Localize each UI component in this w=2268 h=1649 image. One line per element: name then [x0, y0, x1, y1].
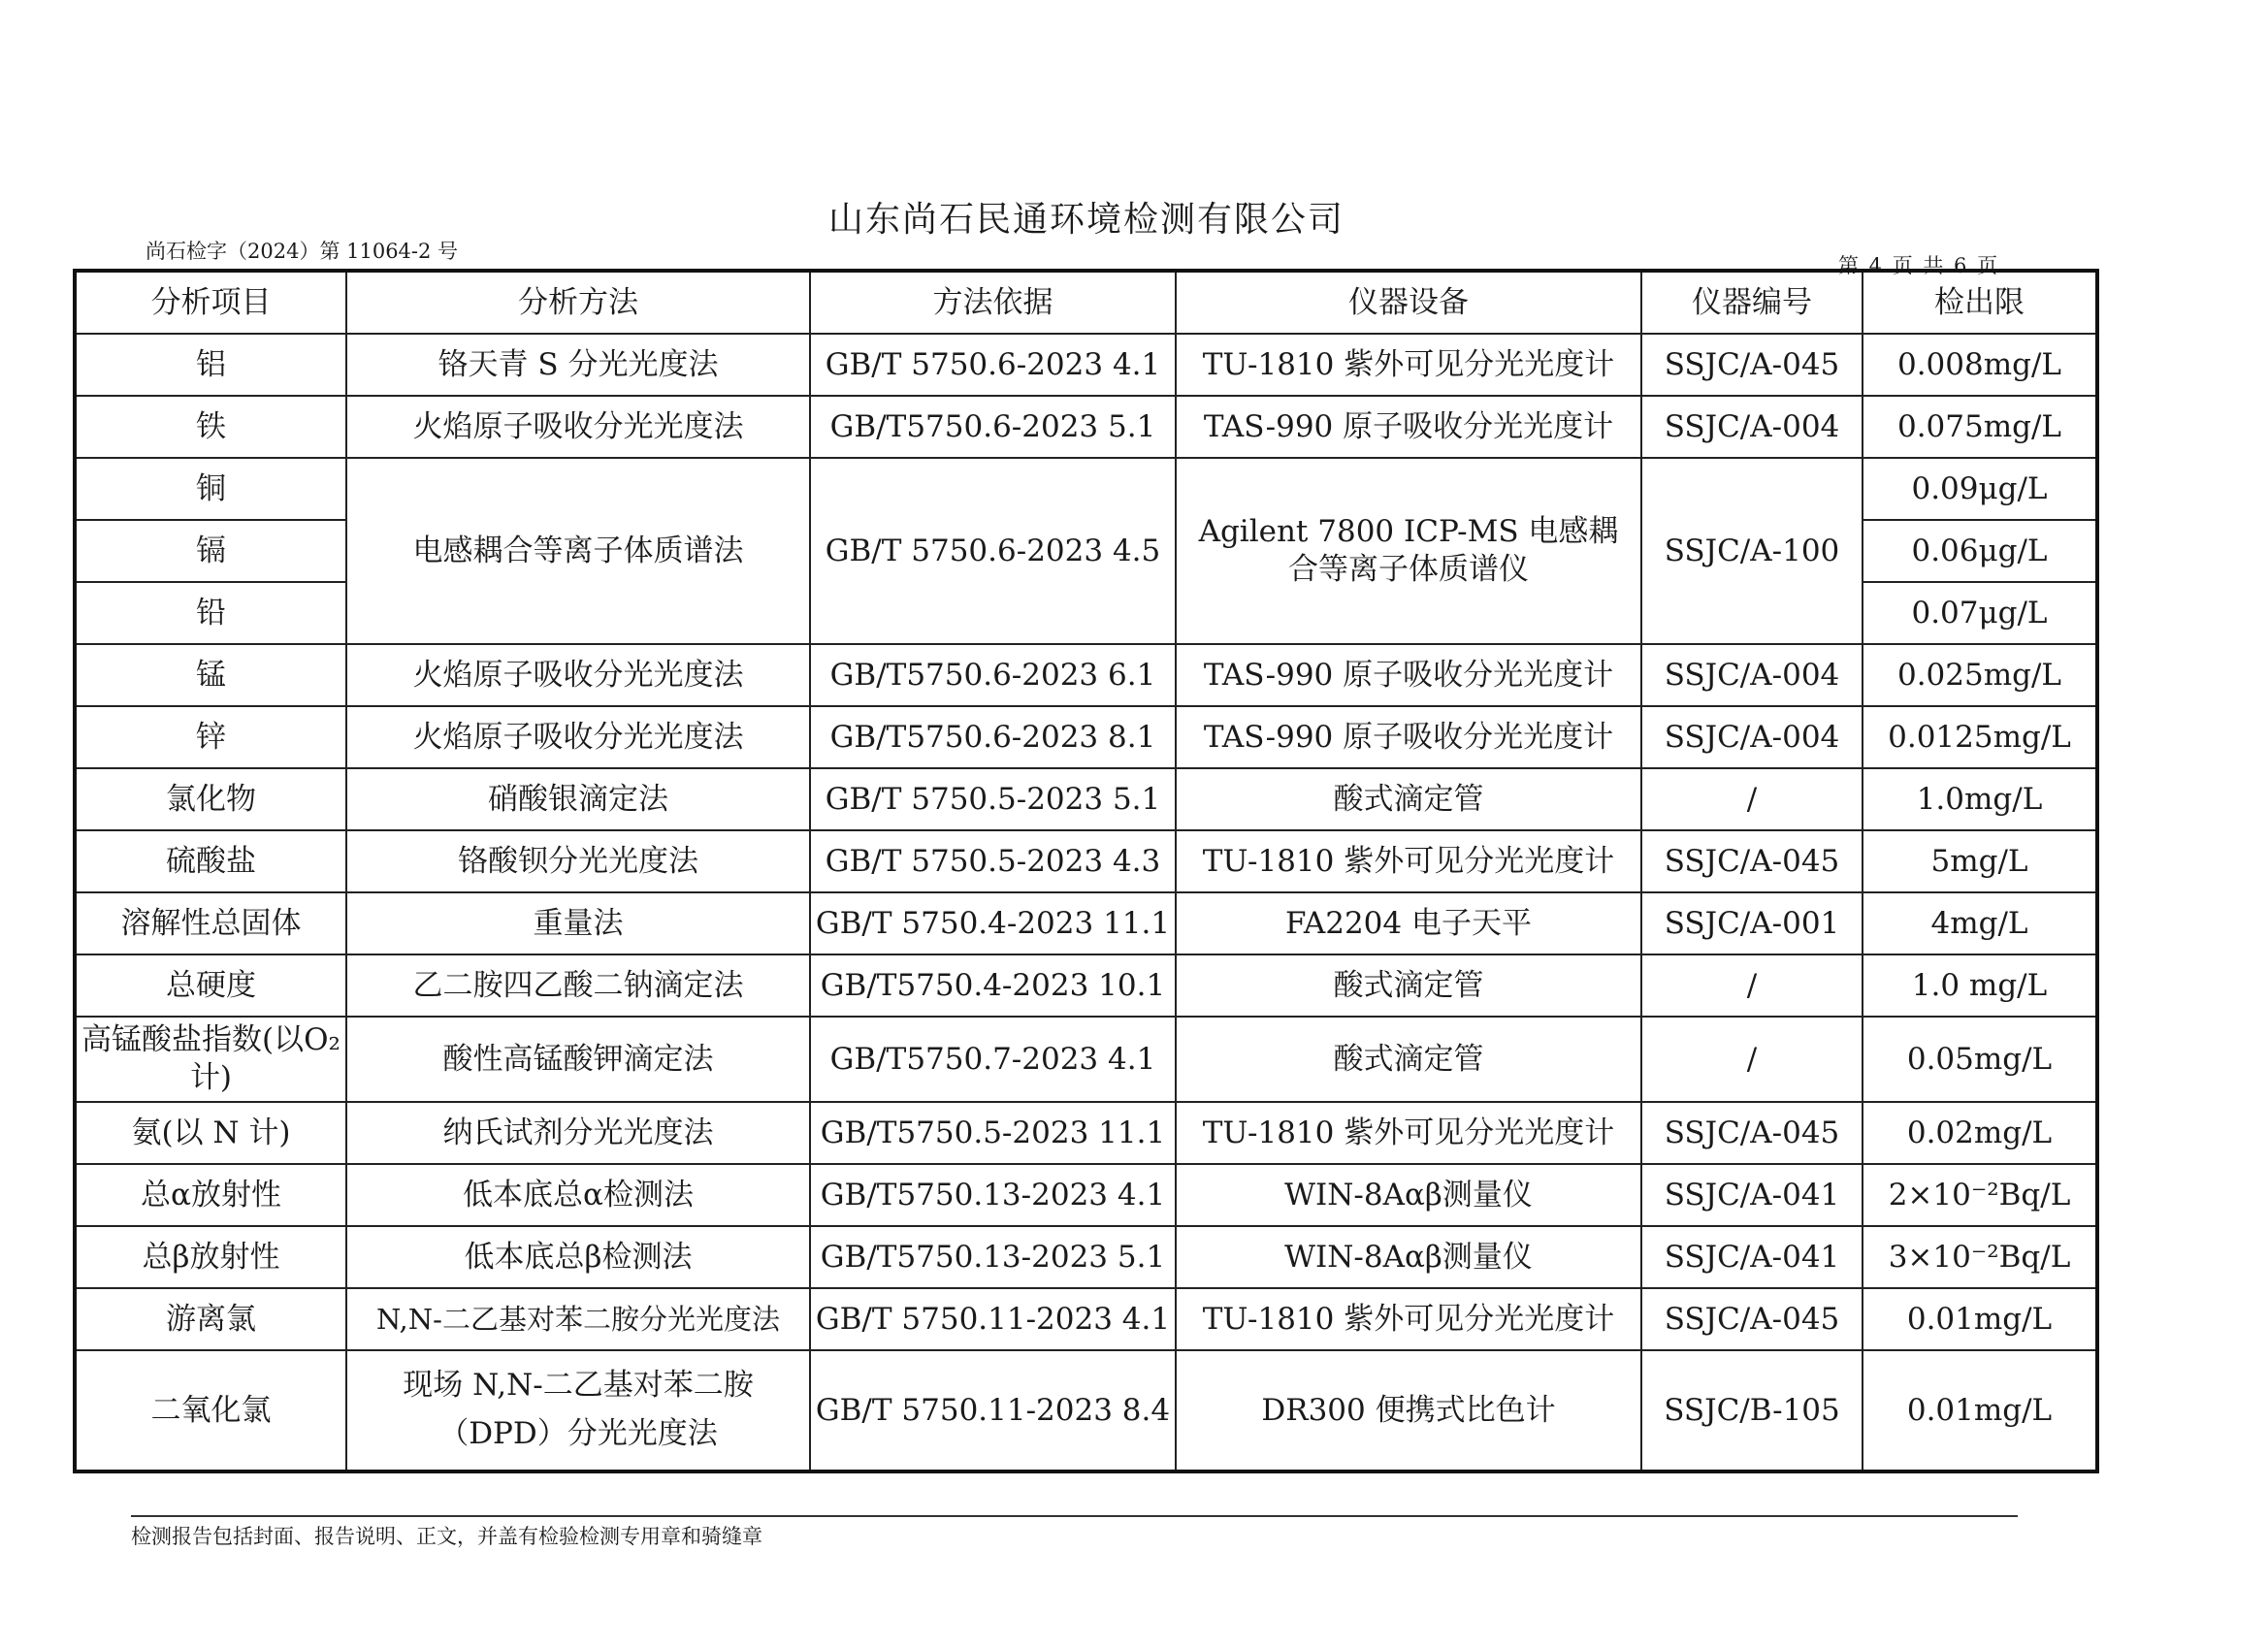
cell-item: 铝 — [75, 334, 346, 396]
header-cell-instrument-code: 仪器编号 — [1641, 271, 1863, 334]
cell-detection-limit: 0.02mg/L — [1863, 1102, 2097, 1164]
report-number: 尚石检字（2024）第 11064-2 号 — [146, 240, 459, 263]
cell-detection-limit: 3×10⁻²Bq/L — [1863, 1226, 2097, 1288]
cell-instrument-code: SSJC/A-004 — [1641, 644, 1863, 706]
cell-item: 铁 — [75, 396, 346, 458]
cell-instrument: TAS-990 原子吸收分光光度计 — [1176, 706, 1641, 768]
cell-instrument-code: SSJC/A-041 — [1641, 1164, 1863, 1226]
cell-method: N,N-二乙基对苯二胺分光光度法 — [346, 1288, 810, 1350]
table-row — [75, 334, 2097, 396]
cell-detection-limit: 0.09μg/L — [1863, 458, 2097, 520]
cell-instrument-code: SSJC/A-045 — [1641, 830, 1863, 892]
table-row — [75, 1350, 2097, 1471]
cell-detection-limit: 0.07μg/L — [1863, 582, 2097, 644]
cell-instrument-code: / — [1641, 954, 1863, 1017]
table-row — [75, 706, 2097, 768]
cell-method: 低本底总α检测法 — [346, 1164, 810, 1226]
cell-item: 铅 — [75, 582, 346, 644]
cell-method: 酸性高锰酸钾滴定法 — [346, 1017, 810, 1102]
cell-item: 总α放射性 — [75, 1164, 346, 1226]
cell-instrument-code: SSJC/A-045 — [1641, 1288, 1863, 1350]
cell-basis: GB/T 5750.11-2023 8.4 — [810, 1350, 1176, 1471]
cell-instrument: Agilent 7800 ICP-MS 电感耦合等离子体质谱仪 — [1176, 458, 1641, 644]
header-cell-detection-limit: 检出限 — [1863, 271, 2097, 334]
cell-method: 火焰原子吸收分光光度法 — [346, 706, 810, 768]
cell-item: 总β放射性 — [75, 1226, 346, 1288]
cell-item: 氨(以 N 计) — [75, 1102, 346, 1164]
cell-basis: GB/T5750.13-2023 5.1 — [810, 1226, 1176, 1288]
cell-detection-limit: 0.06μg/L — [1863, 520, 2097, 582]
cell-method: 硝酸银滴定法 — [346, 768, 810, 830]
cell-item: 二氧化氯 — [75, 1350, 346, 1471]
cell-item: 游离氯 — [75, 1288, 346, 1350]
cell-basis: GB/T5750.6-2023 8.1 — [810, 706, 1176, 768]
cell-detection-limit: 0.075mg/L — [1863, 396, 2097, 458]
cell-method: 铬天青 S 分光光度法 — [346, 334, 810, 396]
header-cell-instrument: 仪器设备 — [1176, 271, 1641, 334]
cell-method: 火焰原子吸收分光光度法 — [346, 644, 810, 706]
page-number: 第 4 页 共 6 页 — [1838, 254, 2000, 277]
cell-instrument-code: / — [1641, 1017, 1863, 1102]
table-row — [75, 1226, 2097, 1288]
cell-detection-limit: 5mg/L — [1863, 830, 2097, 892]
cell-instrument-code: SSJC/A-004 — [1641, 396, 1863, 458]
cell-instrument: TU-1810 紫外可见分光光度计 — [1176, 1102, 1641, 1164]
cell-item: 镉 — [75, 520, 346, 582]
cell-method: 火焰原子吸收分光光度法 — [346, 396, 810, 458]
cell-basis: GB/T5750.7-2023 4.1 — [810, 1017, 1176, 1102]
cell-method: 低本底总β检测法 — [346, 1226, 810, 1288]
cell-method: 电感耦合等离子体质谱法 — [346, 458, 810, 644]
cell-basis: GB/T 5750.5-2023 4.3 — [810, 830, 1176, 892]
table-row — [75, 1102, 2097, 1164]
cell-detection-limit: 0.05mg/L — [1863, 1017, 2097, 1102]
cell-detection-limit: 2×10⁻²Bq/L — [1863, 1164, 2097, 1226]
cell-instrument: FA2204 电子天平 — [1176, 892, 1641, 954]
cell-method: 现场 N,N-二乙基对苯二胺（DPD）分光光度法 — [346, 1350, 810, 1471]
cell-detection-limit: 0.0125mg/L — [1863, 706, 2097, 768]
cell-instrument: TAS-990 原子吸收分光光度计 — [1176, 396, 1641, 458]
cell-detection-limit: 4mg/L — [1863, 892, 2097, 954]
table-row — [75, 396, 2097, 458]
table-header-row — [75, 271, 2097, 334]
cell-instrument-code: SSJC/A-100 — [1641, 458, 1863, 644]
cell-basis: GB/T 5750.11-2023 4.1 — [810, 1288, 1176, 1350]
table-row — [75, 830, 2097, 892]
cell-instrument: 酸式滴定管 — [1176, 954, 1641, 1017]
cell-detection-limit: 0.008mg/L — [1863, 334, 2097, 396]
cell-instrument-code: SSJC/A-045 — [1641, 334, 1863, 396]
table-row — [75, 458, 2097, 520]
cell-basis: GB/T5750.6-2023 5.1 — [810, 396, 1176, 458]
cell-instrument-code: SSJC/A-041 — [1641, 1226, 1863, 1288]
cell-method: 铬酸钡分光光度法 — [346, 830, 810, 892]
cell-basis: GB/T5750.13-2023 4.1 — [810, 1164, 1176, 1226]
cell-method: 乙二胺四乙酸二钠滴定法 — [346, 954, 810, 1017]
table-row — [75, 892, 2097, 954]
cell-method: 纳氏试剂分光光度法 — [346, 1102, 810, 1164]
cell-item: 锌 — [75, 706, 346, 768]
cell-detection-limit: 1.0mg/L — [1863, 768, 2097, 830]
cell-item: 铜 — [75, 458, 346, 520]
cell-basis: GB/T 5750.5-2023 5.1 — [810, 768, 1176, 830]
cell-instrument: 酸式滴定管 — [1176, 1017, 1641, 1102]
cell-instrument: TU-1810 紫外可见分光光度计 — [1176, 1288, 1641, 1350]
table-row — [75, 768, 2097, 830]
cell-instrument: WIN-8Aαβ测量仪 — [1176, 1226, 1641, 1288]
table-row — [75, 1017, 2097, 1102]
cell-basis: GB/T 5750.6-2023 4.1 — [810, 334, 1176, 396]
cell-instrument: DR300 便携式比色计 — [1176, 1350, 1641, 1471]
cell-instrument: TU-1810 紫外可见分光光度计 — [1176, 830, 1641, 892]
cell-item: 总硬度 — [75, 954, 346, 1017]
cell-instrument: 酸式滴定管 — [1176, 768, 1641, 830]
cell-basis: GB/T 5750.4-2023 11.1 — [810, 892, 1176, 954]
cell-item: 高锰酸盐指数(以O₂计) — [75, 1017, 346, 1102]
table-row — [75, 1288, 2097, 1350]
analysis-methods-table — [73, 269, 2099, 1473]
cell-item: 硫酸盐 — [75, 830, 346, 892]
cell-detection-limit: 0.01mg/L — [1863, 1288, 2097, 1350]
cell-basis: GB/T 5750.6-2023 4.5 — [810, 458, 1176, 644]
footer-note — [131, 1515, 2018, 1550]
cell-detection-limit: 0.025mg/L — [1863, 644, 2097, 706]
header-cell-basis: 方法依据 — [810, 271, 1176, 334]
cell-instrument: TU-1810 紫外可见分光光度计 — [1176, 334, 1641, 396]
company-title: 山东尚石民通环境检测有限公司 — [827, 200, 1345, 240]
cell-item: 溶解性总固体 — [75, 892, 346, 954]
cell-instrument-code: SSJC/A-001 — [1641, 892, 1863, 954]
cell-instrument-code: / — [1641, 768, 1863, 830]
cell-detection-limit: 0.01mg/L — [1863, 1350, 2097, 1471]
cell-instrument: TAS-990 原子吸收分光光度计 — [1176, 644, 1641, 706]
cell-basis: GB/T5750.5-2023 11.1 — [810, 1102, 1176, 1164]
cell-instrument-code: SSJC/B-105 — [1641, 1350, 1863, 1471]
cell-instrument: WIN-8Aαβ测量仪 — [1176, 1164, 1641, 1226]
table-row — [75, 1164, 2097, 1226]
header-cell-item: 分析项目 — [75, 271, 346, 334]
header-cell-method: 分析方法 — [346, 271, 810, 334]
footer-note-text: 检测报告包括封面、报告说明、正文，并盖有检验检测专用章和骑缝章 — [131, 1525, 762, 1548]
table-row — [75, 954, 2097, 1017]
cell-instrument-code: SSJC/A-045 — [1641, 1102, 1863, 1164]
cell-instrument-code: SSJC/A-004 — [1641, 706, 1863, 768]
cell-item: 锰 — [75, 644, 346, 706]
cell-basis: GB/T5750.4-2023 10.1 — [810, 954, 1176, 1017]
cell-detection-limit: 1.0 mg/L — [1863, 954, 2097, 1017]
cell-basis: GB/T5750.6-2023 6.1 — [810, 644, 1176, 706]
cell-method: 重量法 — [346, 892, 810, 954]
table-row — [75, 644, 2097, 706]
cell-item: 氯化物 — [75, 768, 346, 830]
